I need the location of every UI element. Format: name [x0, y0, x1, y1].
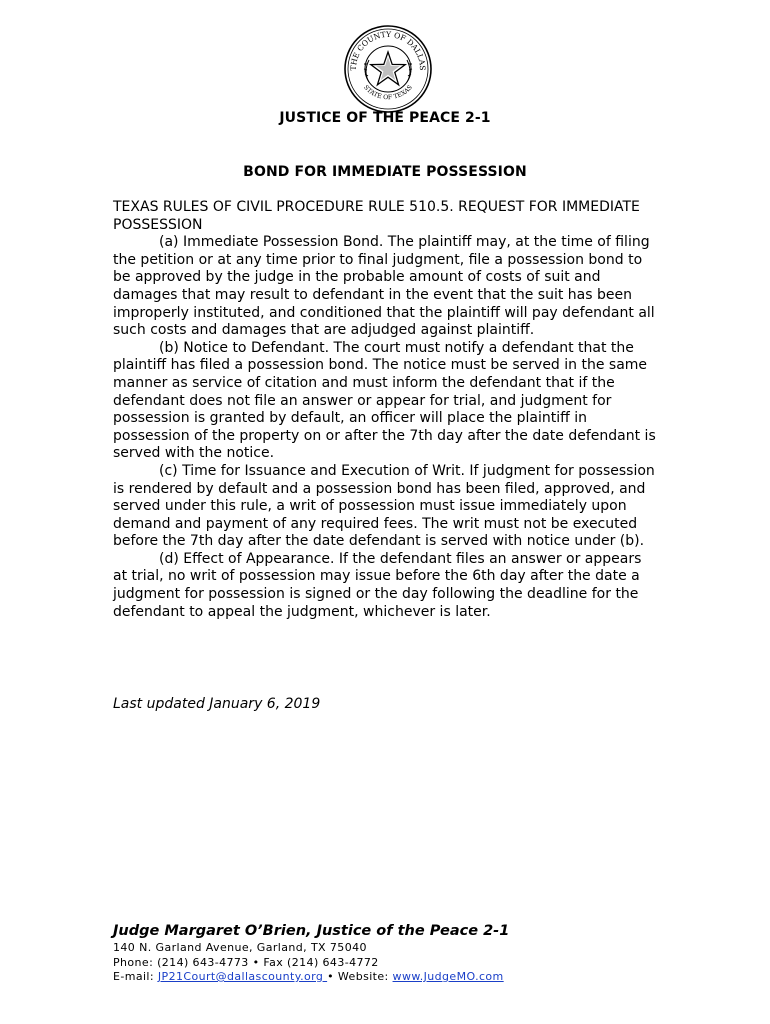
county-seal-icon [343, 24, 433, 114]
website-label: • Website: [327, 970, 393, 983]
seal-text-top: THE COUNTY OF DALLAS [348, 29, 428, 71]
court-title: JUSTICE OF THE PEACE 2-1 [279, 110, 491, 126]
rule-paragraph-b: (b) Notice to Defendant. The court must notify a defendant that the plaintiff has filed a possession bond. The notice must be served in the same manner as service of citation and must inform the defendant that if the defendant does not file an answer or appear for trial, and judgment for possession is granted by default, an officer will place the plaintiff in possession of the property on or after the 7th day after the date defendant is served with the notice. [113, 339, 656, 462]
last-updated: Last updated January 6, 2019 [113, 696, 321, 712]
footer-contact [113, 970, 673, 985]
email-link[interactable]: JP21Court@dallascounty.org [157, 970, 328, 983]
website-link[interactable]: www.JudgeMO.com [392, 970, 504, 983]
rule-paragraph-d: (d) Effect of Appearance. If the defendant files an answer or appears at trial, no writ of possession may issue before the 6th day after the date a judgment for possession is signed or the day following the deadline for the defendant to appeal the judgment, whichever is later. [113, 550, 642, 620]
footer [113, 922, 673, 985]
document-title: BOND FOR IMMEDIATE POSSESSION [243, 164, 527, 180]
rule-body [113, 199, 658, 621]
footer-address: 140 N. Garland Avenue, Garland, TX 75040 [113, 941, 367, 954]
rule-paragraph-c: (c) Time for Issuance and Execution of Writ. If judgment for possession is rendered by default and a possession bond has been filed, approved, and served under this rule, a writ of possession must issue immediately upon demand and payment of any required fees. The writ must not be executed before the 7th day after the date defendant is served with notice under (b). [113, 462, 655, 550]
footer-phone: Phone: (214) 643-4773 • Fax (214) 643-4772 [113, 955, 379, 969]
rule-heading: TEXAS RULES OF CIVIL PROCEDURE RULE 510.5. REQUEST FOR IMMEDIATE POSSESSION [113, 199, 640, 233]
rule-paragraph-a: (a) Immediate Possession Bond. The plaintiff may, at the time of filing the petition or at any time prior to final judgment, file a possession bond to be approved by the judge in the probable amount of costs of suit and damages that may result to defendant in the event that the suit has been improperly instituted, and conditioned that the plaintiff will pay defendant all such costs and damages that are adjudged against plaintiff. [113, 234, 655, 339]
judge-name: Judge Margaret O’Brien, Justice of the Peace 2-1 [113, 923, 510, 939]
seal-text-bottom: STATE OF TEXAS [362, 84, 414, 102]
email-label: E-mail: [113, 970, 158, 983]
